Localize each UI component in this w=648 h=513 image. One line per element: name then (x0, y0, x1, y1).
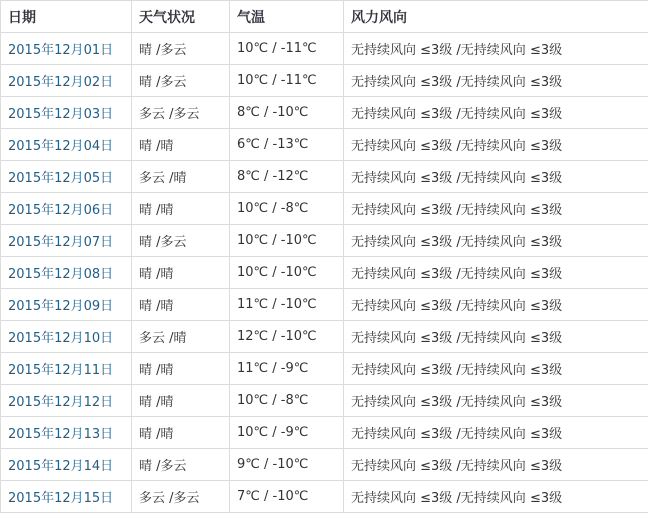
table-row (1, 385, 648, 417)
column-header-temp: 气温 (230, 1, 344, 33)
weather-table-body (1, 33, 648, 513)
wind-cell: 无持续风向 ≤3级 /无持续风向 ≤3级 (344, 129, 648, 161)
wind-cell: 无持续风向 ≤3级 /无持续风向 ≤3级 (344, 33, 648, 65)
header-row (1, 1, 648, 33)
temperature-cell: 10℃ / -9℃ (230, 417, 344, 449)
table-row (1, 225, 648, 257)
table-row (1, 417, 648, 449)
temperature-cell: 8℃ / -12℃ (230, 161, 344, 193)
weather-cell: 多云 /晴 (132, 161, 230, 193)
date-link-cell[interactable]: 2015年12月06日 (1, 193, 132, 225)
wind-cell: 无持续风向 ≤3级 /无持续风向 ≤3级 (344, 257, 648, 289)
wind-cell: 无持续风向 ≤3级 /无持续风向 ≤3级 (344, 481, 648, 513)
wind-cell: 无持续风向 ≤3级 /无持续风向 ≤3级 (344, 65, 648, 97)
temperature-cell: 10℃ / -10℃ (230, 225, 344, 257)
date-link-cell[interactable]: 2015年12月07日 (1, 225, 132, 257)
temperature-cell: 10℃ / -10℃ (230, 257, 344, 289)
date-link-cell[interactable]: 2015年12月11日 (1, 353, 132, 385)
date-link-cell[interactable]: 2015年12月01日 (1, 33, 132, 65)
date-link-cell[interactable]: 2015年12月09日 (1, 289, 132, 321)
date-link-cell[interactable]: 2015年12月02日 (1, 65, 132, 97)
table-row (1, 449, 648, 481)
column-header-weather: 天气状况 (132, 1, 230, 33)
temperature-cell: 8℃ / -10℃ (230, 97, 344, 129)
wind-cell: 无持续风向 ≤3级 /无持续风向 ≤3级 (344, 449, 648, 481)
weather-cell: 晴 /晴 (132, 353, 230, 385)
temperature-cell: 11℃ / -9℃ (230, 353, 344, 385)
weather-cell: 晴 /晴 (132, 129, 230, 161)
temperature-cell: 10℃ / -8℃ (230, 385, 344, 417)
temperature-cell: 10℃ / -8℃ (230, 193, 344, 225)
weather-cell: 晴 /多云 (132, 65, 230, 97)
weather-cell: 晴 /多云 (132, 225, 230, 257)
column-header-wind: 风力风向 (344, 1, 648, 33)
temperature-cell: 10℃ / -11℃ (230, 33, 344, 65)
weather-cell: 晴 /晴 (132, 417, 230, 449)
date-link-cell[interactable]: 2015年12月10日 (1, 321, 132, 353)
date-link-cell[interactable]: 2015年12月04日 (1, 129, 132, 161)
date-link-cell[interactable]: 2015年12月05日 (1, 161, 132, 193)
temperature-cell: 10℃ / -11℃ (230, 65, 344, 97)
wind-cell: 无持续风向 ≤3级 /无持续风向 ≤3级 (344, 353, 648, 385)
table-row (1, 129, 648, 161)
date-link-cell[interactable]: 2015年12月14日 (1, 449, 132, 481)
temperature-cell: 7℃ / -10℃ (230, 481, 344, 513)
weather-cell: 晴 /晴 (132, 257, 230, 289)
table-row (1, 33, 648, 65)
weather-table-header (1, 1, 648, 33)
date-link-cell[interactable]: 2015年12月15日 (1, 481, 132, 513)
temperature-cell: 9℃ / -10℃ (230, 449, 344, 481)
weather-cell: 晴 /晴 (132, 289, 230, 321)
table-row (1, 289, 648, 321)
date-link-cell[interactable]: 2015年12月12日 (1, 385, 132, 417)
wind-cell: 无持续风向 ≤3级 /无持续风向 ≤3级 (344, 97, 648, 129)
wind-cell: 无持续风向 ≤3级 /无持续风向 ≤3级 (344, 225, 648, 257)
date-link-cell[interactable]: 2015年12月08日 (1, 257, 132, 289)
weather-cell: 晴 /多云 (132, 449, 230, 481)
column-header-date: 日期 (1, 1, 132, 33)
table-row (1, 353, 648, 385)
date-link-cell[interactable]: 2015年12月03日 (1, 97, 132, 129)
wind-cell: 无持续风向 ≤3级 /无持续风向 ≤3级 (344, 161, 648, 193)
table-row (1, 321, 648, 353)
table-row (1, 161, 648, 193)
temperature-cell: 12℃ / -10℃ (230, 321, 344, 353)
table-row (1, 65, 648, 97)
wind-cell: 无持续风向 ≤3级 /无持续风向 ≤3级 (344, 321, 648, 353)
weather-cell: 晴 /晴 (132, 385, 230, 417)
table-row (1, 257, 648, 289)
date-link-cell[interactable]: 2015年12月13日 (1, 417, 132, 449)
weather-cell: 多云 /晴 (132, 321, 230, 353)
wind-cell: 无持续风向 ≤3级 /无持续风向 ≤3级 (344, 385, 648, 417)
table-row (1, 193, 648, 225)
table-row (1, 481, 648, 513)
temperature-cell: 6℃ / -13℃ (230, 129, 344, 161)
weather-cell: 晴 /晴 (132, 193, 230, 225)
weather-cell: 晴 /多云 (132, 33, 230, 65)
wind-cell: 无持续风向 ≤3级 /无持续风向 ≤3级 (344, 417, 648, 449)
temperature-cell: 11℃ / -10℃ (230, 289, 344, 321)
table-row (1, 97, 648, 129)
weather-cell: 多云 /多云 (132, 97, 230, 129)
weather-cell: 多云 /多云 (132, 481, 230, 513)
wind-cell: 无持续风向 ≤3级 /无持续风向 ≤3级 (344, 193, 648, 225)
wind-cell: 无持续风向 ≤3级 /无持续风向 ≤3级 (344, 289, 648, 321)
